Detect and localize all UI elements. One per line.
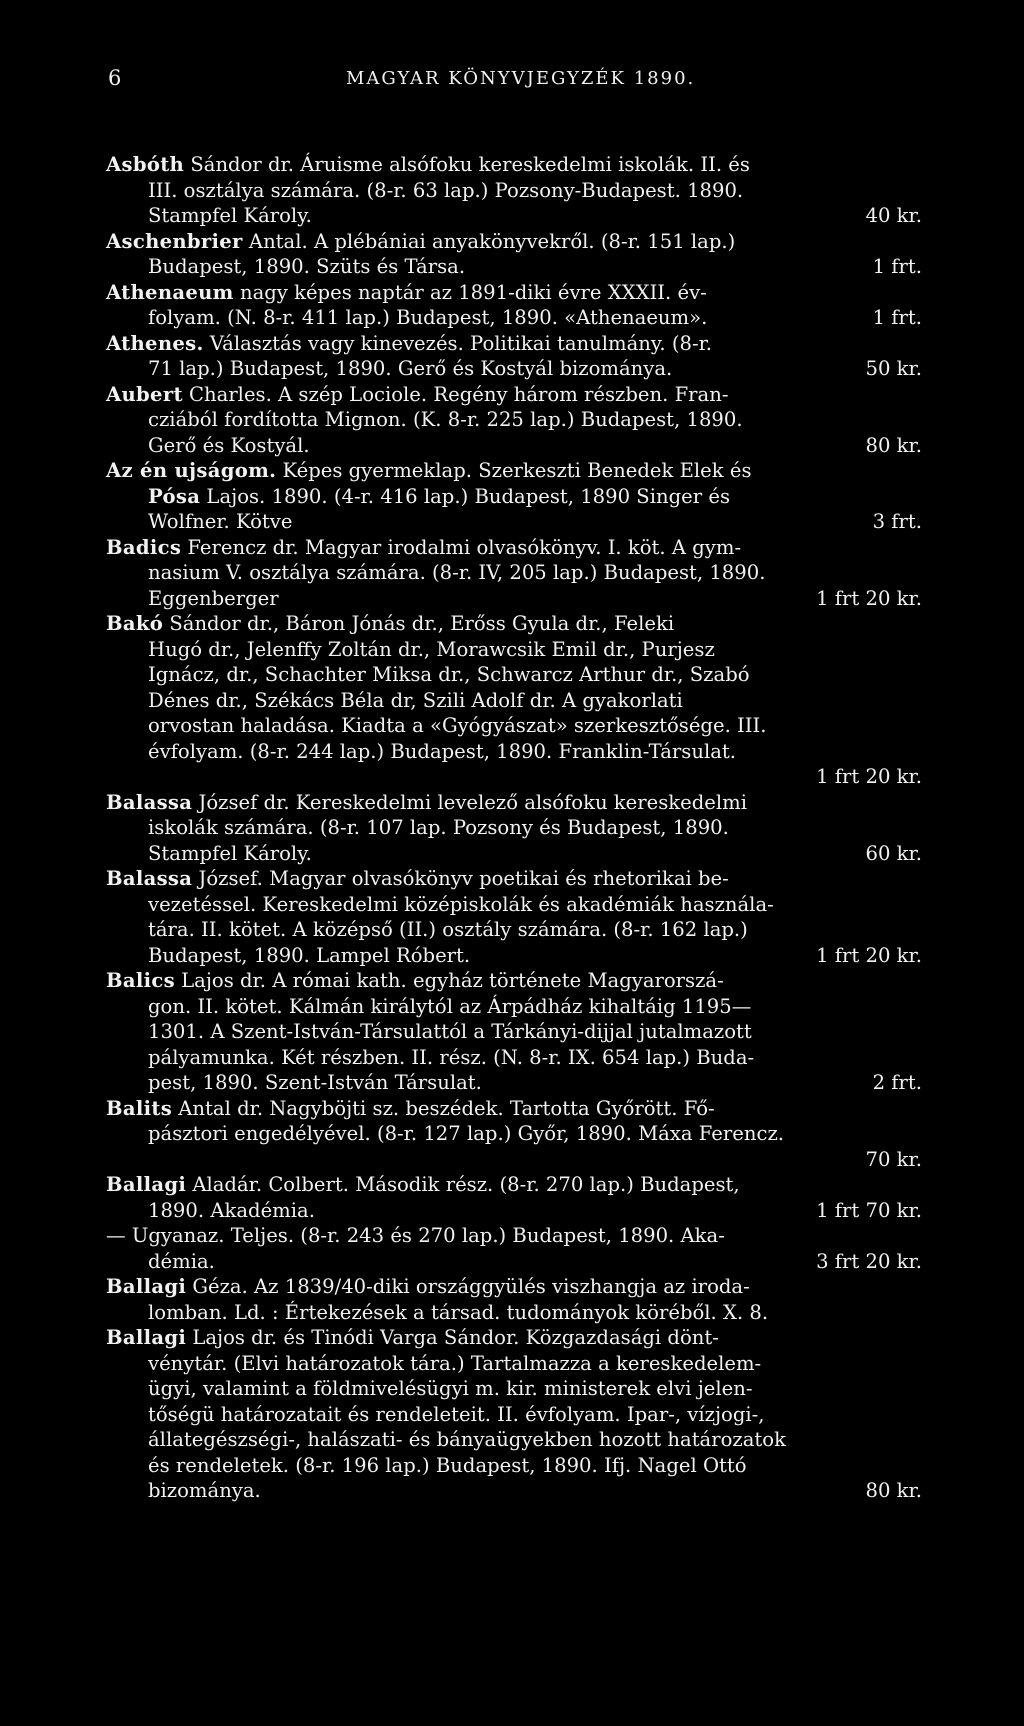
entry-text: lomban. Ld. : Értekezések a társad. tudományok köréből. X. 8.	[148, 1300, 769, 1324]
entry-text: Athenaeum nagy képes naptár az 1891-diki évre XXXII. év-	[106, 280, 707, 304]
entry-line	[106, 178, 922, 204]
entry-price: 1 frt 20 kr.	[816, 943, 922, 967]
entry-price: 1 frt 20 kr.	[816, 765, 922, 788]
entry-text: Ignácz, dr., Schachter Miksa dr., Schwarcz Arthur dr., Szabó	[148, 663, 750, 686]
entry-line	[106, 484, 922, 510]
entry-text: tőségü határozatait és rendeleteit. II. évfolyam. Ipar-, vízjogi-,	[148, 1402, 765, 1426]
entry-line	[106, 458, 922, 484]
entry-text: orvostan haladása. Kiadta a «Gyógyászat» szerkesztősége. III.	[148, 714, 767, 737]
entry-text: vezetéssel. Kereskedelmi középiskolák és akadémiák használa-	[148, 892, 774, 916]
entry-text: bizománya.	[148, 1479, 261, 1502]
entry-line	[106, 433, 922, 459]
entry-line	[106, 560, 922, 586]
entry-line	[106, 1402, 922, 1428]
entry-price: 1 frt 20 kr.	[816, 586, 922, 610]
entry-text: ügyi, valamint a földmivelésügyi m. kir. ministerek elvi jelen-	[148, 1377, 753, 1400]
entry-line	[106, 331, 922, 357]
entry-text: évfolyam. (8-r. 244 lap.) Budapest, 1890. Franklin-Társulat.	[148, 739, 737, 763]
entry-line	[106, 1453, 922, 1479]
entry-line	[106, 1249, 922, 1275]
entry-text: gon. II. kötet. Kálmán királytól az Árpádház kihaltáig 1195—	[148, 994, 752, 1018]
entry-line	[106, 764, 922, 790]
entry-line	[106, 662, 922, 688]
entry-price: 80 kr.	[865, 433, 922, 457]
entry-text: Ballagi Géza. Az 1839/40-diki országgyülés viszhangja az iroda-	[106, 1275, 750, 1298]
entry-text: Ballagi Lajos dr. és Tinódi Varga Sándor. Közgazdasági dönt-	[106, 1326, 719, 1349]
entry-price: 1 frt 70 kr.	[816, 1198, 922, 1222]
entry-text: Balits Antal dr. Nagyböjti sz. beszédek. Tartotta Győrött. Fő-	[106, 1096, 715, 1120]
entry-line	[106, 586, 922, 612]
entry-line	[106, 254, 922, 280]
entry-line	[106, 1198, 922, 1224]
entry-price: 40 kr.	[865, 204, 922, 227]
entry-line	[106, 994, 922, 1020]
entry-line	[106, 1019, 922, 1045]
entry-text: 1890. Akadémia.	[148, 1198, 315, 1222]
entry-text: Eggenberger	[148, 586, 279, 610]
entry-line	[106, 203, 922, 229]
entry-text: folyam. (N. 8-r. 411 lap.) Budapest, 1890. «Athenaeum».	[148, 306, 708, 329]
entry-text: pásztori engedélyével. (8-r. 127 lap.) Győr, 1890. Máxa Ferencz.	[148, 1122, 785, 1145]
entry-line	[106, 1172, 922, 1198]
entry-line	[106, 892, 922, 918]
entry-price: 50 kr.	[865, 357, 922, 380]
entry-text: Stampfel Károly.	[148, 204, 312, 227]
entry-text: Pósa Lajos. 1890. (4-r. 416 lap.) Budapest, 1890 Singer és	[148, 484, 730, 508]
entry-line	[106, 280, 922, 306]
entry-text: pályamunka. Két részben. II. rész. (N. 8-r. IX. 654 lap.) Buda-	[148, 1045, 755, 1069]
entry-line	[106, 1121, 922, 1147]
entry-line	[106, 688, 922, 714]
entry-line	[106, 637, 922, 663]
entry-text: tára. II. kötet. A középső (II.) osztály számára. (8-r. 162 lap.)	[148, 918, 748, 941]
entry-text: Balassa József dr. Kereskedelmi levelező alsófoku kereskedelmi	[106, 790, 747, 814]
entry-text: nasium V. osztálya számára. (8-r. IV, 205 lap.) Budapest, 1890.	[148, 561, 766, 584]
entry-line	[106, 382, 922, 408]
page-header	[0, 66, 1024, 94]
entry-price: 1 frt.	[872, 255, 922, 278]
entry-text: démia.	[148, 1249, 215, 1273]
entry-text: Az én ujságom. Képes gyermeklap. Szerkeszti Benedek Elek és	[106, 459, 752, 482]
entry-line	[106, 535, 922, 561]
entry-text: iskolák számára. (8-r. 107 lap. Pozsony és Budapest, 1890.	[148, 816, 729, 839]
entry-text: Bakó Sándor dr., Báron Jónás dr., Erőss Gyula dr., Feleki	[106, 612, 675, 635]
entry-line	[106, 739, 922, 765]
entry-line	[106, 152, 922, 178]
entry-text: Stampfel Károly.	[148, 841, 312, 865]
entry-text: Ballagi Aladár. Colbert. Második rész. (8-r. 270 lap.) Budapest,	[106, 1173, 740, 1196]
entry-line	[106, 1478, 922, 1504]
entry-text: Dénes dr., Székács Béla dr, Szili Adolf dr. A gyakorlati	[148, 688, 683, 712]
entry-price: 3 frt.	[872, 510, 922, 533]
entry-price: 80 kr.	[865, 1479, 922, 1502]
entry-line	[106, 968, 922, 994]
entry-line	[106, 917, 922, 943]
entry-line	[106, 866, 922, 892]
entry-line	[106, 509, 922, 535]
entry-line	[106, 1427, 922, 1453]
entry-text: Hugó dr., Jelenffy Zoltán dr., Morawcsik Emil dr., Purjesz	[148, 637, 715, 661]
entry-text: Wolfner. Kötve	[148, 510, 293, 533]
entry-line	[106, 611, 922, 637]
entry-text: Balics Lajos dr. A római kath. egyház története Magyarorszá-	[106, 969, 724, 992]
entry-line	[106, 407, 922, 433]
entry-text: állategészségi-, halászati- és bányaügyekben hozott határozatok	[148, 1428, 786, 1451]
entry-text: és rendeletek. (8-r. 196 lap.) Budapest, 1890. Ifj. Nagel Ottó	[148, 1453, 747, 1477]
entry-line	[106, 1300, 922, 1326]
entry-text: Aubert Charles. A szép Lociole. Regény három részben. Fran-	[106, 382, 729, 406]
entry-text: Gerő és Kostyál.	[148, 433, 310, 457]
entry-line	[106, 815, 922, 841]
page-number: 6	[108, 66, 122, 90]
entry-text: 71 lap.) Budapest, 1890. Gerő és Kostyál bizománya.	[148, 357, 673, 380]
entry-text: cziából fordította Mignon. (K. 8-r. 225 lap.) Budapest, 1890.	[148, 408, 743, 431]
entry-line	[106, 1070, 922, 1096]
entry-line	[106, 1147, 922, 1173]
entry-text: Aschenbrier Antal. A plébániai anyakönyvekről. (8-r. 151 lap.)	[106, 229, 736, 253]
entry-text: Badics Ferencz dr. Magyar irodalmi olvasókönyv. I. köt. A gym-	[106, 535, 742, 559]
entry-line	[106, 1096, 922, 1122]
entry-text: Budapest, 1890. Szüts és Társa.	[148, 255, 466, 278]
entry-text: vénytár. (Elvi határozatok tára.) Tartalmazza a kereskedelem-	[148, 1351, 762, 1375]
entry-text: Balassa József. Magyar olvasókönyv poetikai és rhetorikai be-	[106, 867, 729, 890]
entry-text: 1301. A Szent-István-Társulattól a Tárkányi-dijjal jutalmazott	[148, 1020, 752, 1043]
entry-text: pest, 1890. Szent-István Társulat.	[148, 1071, 482, 1094]
entry-line	[106, 1376, 922, 1402]
entry-line	[106, 305, 922, 331]
entry-line	[106, 356, 922, 382]
running-title: MAGYAR KÖNYVJEGYZÉK 1890.	[346, 68, 696, 89]
entry-line	[106, 1274, 922, 1300]
bibliography-entries	[106, 152, 922, 1504]
entry-text: III. osztálya számára. (8-r. 63 lap.) Pozsony-Budapest. 1890.	[148, 178, 744, 202]
entry-line	[106, 1351, 922, 1377]
entry-price: 1 frt.	[872, 306, 922, 329]
entry-line	[106, 943, 922, 969]
entry-text: Athenes. Választás vagy kinevezés. Politikai tanulmány. (8-r.	[106, 331, 713, 355]
entry-text: Budapest, 1890. Lampel Róbert.	[148, 943, 471, 967]
entry-line	[106, 790, 922, 816]
entry-line	[106, 1325, 922, 1351]
entry-line	[106, 713, 922, 739]
entry-price: 2 frt.	[872, 1071, 922, 1094]
entry-line	[106, 1045, 922, 1071]
entry-line	[106, 1223, 922, 1249]
entry-line	[106, 229, 922, 255]
entry-text: — Ugyanaz. Teljes. (8-r. 243 és 270 lap.) Budapest, 1890. Aka-	[106, 1224, 725, 1247]
entry-price: 3 frt 20 kr.	[816, 1249, 922, 1273]
entry-price: 70 kr.	[865, 1147, 922, 1171]
entry-text: Asbóth Sándor dr. Áruisme alsófoku kereskedelmi iskolák. II. és	[106, 153, 750, 176]
entry-price: 60 kr.	[865, 841, 922, 865]
entry-line	[106, 841, 922, 867]
